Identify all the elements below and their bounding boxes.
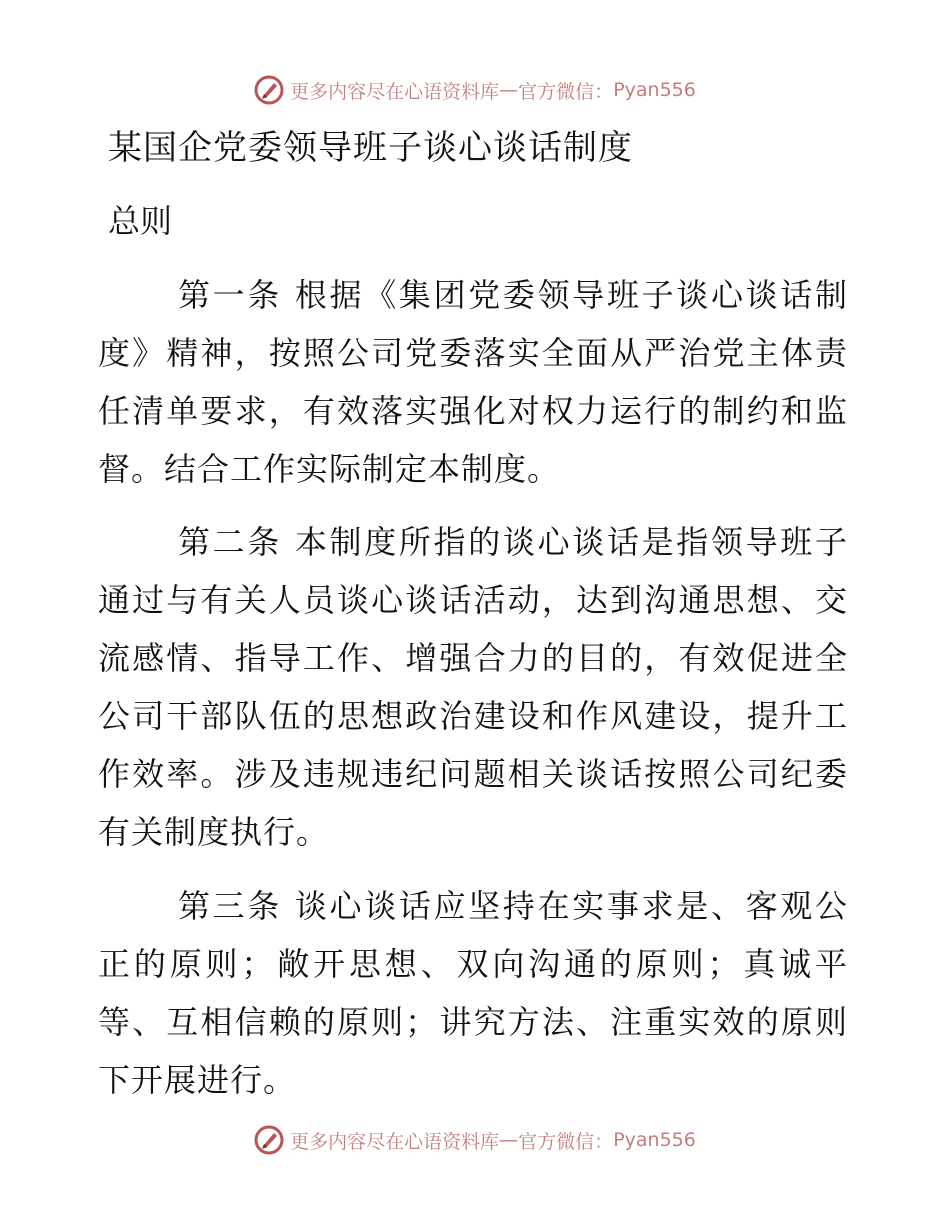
watermark-separator: — — [499, 1129, 519, 1151]
watermark-suffix: 官方微信： — [518, 1130, 614, 1153]
watermark-text: 更多内容尽在心语资料库 — [290, 1130, 500, 1153]
pen-logo-icon — [254, 1125, 284, 1155]
article-paragraph-2: 第二条 本制度所指的谈心谈话是指领导班子通过与有关人员谈心谈话活动，达到沟通思想、交流感情、指导工作、增强合力的目的，有效促进全公司干部队伍的思想政治建设和作风建设，提升工作效率。涉及违规违纪问题相关谈话按照公司纪委有关制度执行。 — [98, 523, 848, 851]
section-heading: 总则 — [108, 202, 173, 240]
footer-watermark — [0, 1120, 950, 1160]
article-paragraph-3: 第三条 谈心谈话应坚持在实事求是、客观公正的原则；敞开思想、双向沟通的原则；真诚平等、互相信赖的原则；讲究方法、注重实效的原则下开展进行。 — [98, 887, 848, 1099]
watermark-separator: — — [499, 79, 519, 101]
watermark-text: 更多内容尽在心语资料库 — [290, 80, 500, 103]
article-paragraph-1: 第一条 根据《集团党委领导班子谈心谈话制度》精神，按照公司党委落实全面从严治党主体责任清单要求，有效落实强化对权力运行的制约和监督。结合工作实际制定本制度。 — [98, 276, 848, 488]
watermark-suffix: 官方微信： — [518, 80, 614, 103]
watermark-wechat-id: Pyan556 — [613, 79, 696, 101]
watermark-wechat-id: Pyan556 — [613, 1129, 696, 1151]
header-watermark — [0, 70, 950, 110]
pen-logo-icon — [254, 75, 284, 105]
document-title: 某国企党委领导班子谈心谈话制度 — [108, 128, 633, 168]
